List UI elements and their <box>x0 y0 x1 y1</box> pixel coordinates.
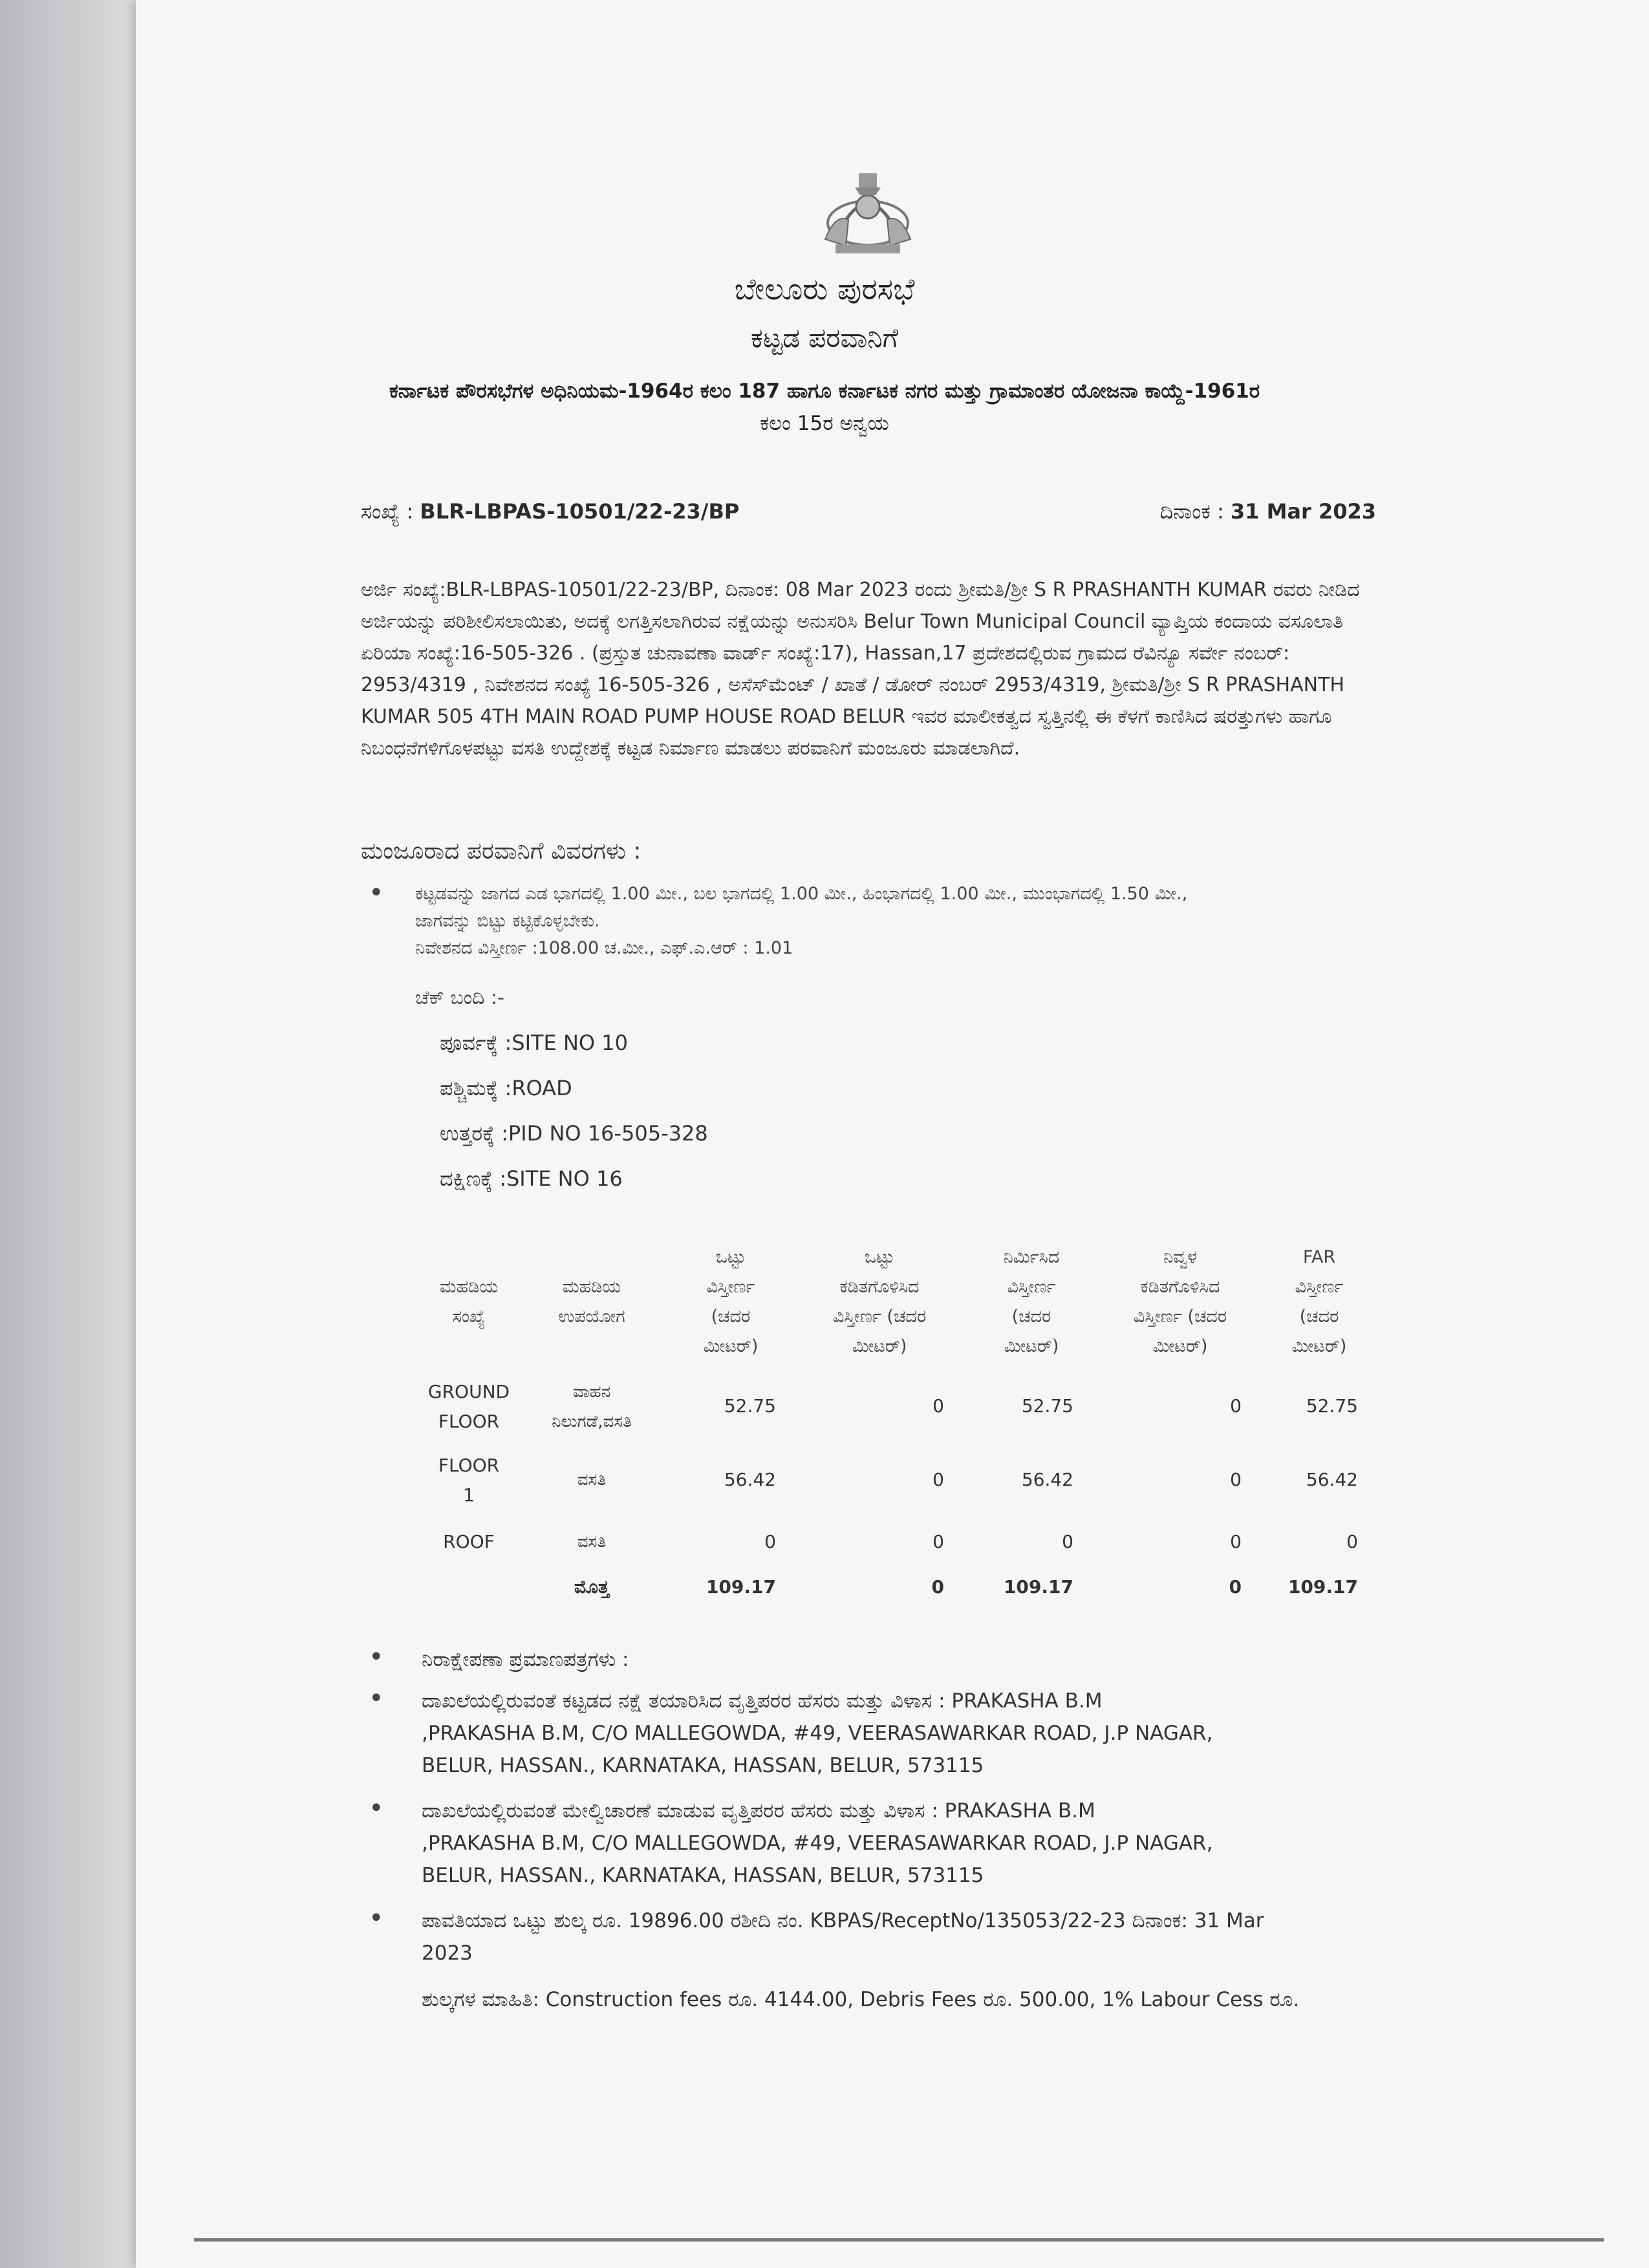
header-text: ಕಡಿತಗೊಳಿಸಿದ <box>839 1277 920 1297</box>
cell-total: 109.17 <box>706 1576 776 1598</box>
header-text: ಒಟ್ಟು <box>864 1247 895 1267</box>
reference-date-label: ದಿನಾಂಕ : <box>1159 499 1224 524</box>
noc-title: ನಿರಾಕ್ಷೇಪಣಾ ಪ್ರಮಾಣಪತ್ರಗಳು : <box>422 1648 629 1671</box>
approved-details-title: ಮಂಜೂರಾದ ಪರವಾನಿಗೆ ವಿವರಗಳು : <box>361 838 641 864</box>
cell-far: 56.42 <box>1306 1469 1358 1490</box>
cell-use: ವಸತಿ <box>577 1470 607 1490</box>
site-area-line: ನಿವೇಶನದ ವಿಸ್ತೀರ್ಣ :108.00 ಚ.ಮೀ., ಎಫ್.ಎ.ಆರ್ : 1.01 <box>415 938 793 958</box>
header-far-area <box>1274 1243 1364 1362</box>
header-text: ವಿಸ್ತೀರ್ಣ (ಚದರ <box>1133 1307 1227 1327</box>
cell-net-deducted: 0 <box>1230 1531 1242 1552</box>
header-text: ಮೀಟರ್) <box>703 1336 759 1356</box>
header-text: ಸಂಖ್ಯೆ <box>452 1307 486 1327</box>
cell-text: FLOOR <box>438 1411 500 1432</box>
designer-line: BELUR, HASSAN., KARNATAKA, HASSAN, BELUR, 573115 <box>422 1754 984 1777</box>
bullet-setbacks: • <box>369 878 384 908</box>
header-text: ವಿಸ್ತೀರ್ಣ (ಚದರ <box>832 1307 927 1327</box>
setback-line2: ಜಾಗವನ್ನು ಬಿಟ್ಟು ಕಟ್ಟಿಕೊಳ್ಳಬೇಕು. <box>415 911 600 931</box>
office-name: ಬೇಲೂರು ಪುರಸಭೆ <box>734 272 915 306</box>
header-text: (ಚದರ <box>711 1307 751 1327</box>
bullet-fee: • <box>369 1903 384 1933</box>
header-text: ನಿರ್ಮಿಸಿದ <box>1003 1247 1060 1267</box>
header-text: (ಚದರ <box>1011 1307 1051 1327</box>
cell-total: 56.42 <box>724 1469 776 1490</box>
cell-floor: ROOF <box>443 1531 495 1552</box>
cell-total-deducted: 0 <box>932 1395 944 1417</box>
boundary-east: ಪೂರ್ವಕ್ಕೆ :SITE NO 10 <box>440 1031 628 1055</box>
cell-floor <box>427 1451 511 1510</box>
act-reference-line2: ಕಲಂ 15ರ ಅನ್ವಯ <box>760 412 889 435</box>
header-text: ಮೀಟರ್) <box>1152 1336 1208 1356</box>
header-text: ಮೀಟರ್) <box>1291 1336 1347 1356</box>
boundaries-title: ಚೆಕ್ ಬಂದಿ :- <box>415 987 504 1009</box>
cell-built: 56.42 <box>1021 1469 1073 1490</box>
header-text: ಒಟ್ಟು <box>715 1247 746 1267</box>
fee-paid-line: ಪಾವತಿಯಾದ ಒಟ್ಟು ಶುಲ್ಕ ರೂ. 19896.00 ರಶೀದಿ ನಂ. KBPAS/ReceptNo/135053/22-23 ದಿನಾಂಕ: 31 Mar <box>422 1909 1264 1932</box>
header-text: FAR <box>1302 1247 1336 1267</box>
designer-line: ದಾಖಲೆಯಲ್ಲಿರುವಂತೆ ಕಟ್ಟಡದ ನಕ್ಷೆ ತಯಾರಿಸಿದ ವೃತ್ತಿಪರರ ಹೆಸರು ಮತ್ತು ವಿಳಾಸ : PRAKASHA B.M <box>422 1689 1103 1713</box>
document-type: ಕಟ್ಟಡ ಪರವಾನಿಗೆ <box>750 322 899 354</box>
cell-total: 0 <box>764 1531 776 1552</box>
header-total-deducted <box>808 1243 951 1362</box>
setback-conditions <box>415 881 1359 962</box>
designer-details <box>422 1685 1372 1782</box>
header-text: ನಿವ್ವಳ <box>1163 1247 1197 1267</box>
header-floor-use <box>537 1272 647 1332</box>
header-text: ವಿಸ್ತೀರ್ಣ <box>1295 1277 1344 1297</box>
boundary-north: ಉತ್ತರಕ್ಕೆ :PID NO 16-505-328 <box>440 1121 708 1146</box>
cell-text: FLOOR <box>438 1455 500 1476</box>
cell-text: GROUND <box>427 1381 510 1402</box>
header-text: ಉಪಯೋಗ <box>558 1307 625 1327</box>
cell-built: 52.75 <box>1021 1395 1073 1417</box>
header-text: ವಿಸ್ತೀರ್ಣ <box>1007 1277 1056 1297</box>
header-net-deducted <box>1106 1243 1255 1362</box>
cell-use <box>537 1377 647 1437</box>
setback-line1: ಕಟ್ಟಡವನ್ನು ಜಾಗದ ಎಡ ಭಾಗದಲ್ಲಿ 1.00 ಮೀ., ಬಲ ಭಾಗದಲ್ಲಿ 1.00 ಮೀ., ಹಿಂಭಾಗದಲ್ಲಿ 1.00 ಮೀ., ಮುಂಭಾಗದಲ್ಲಿ 1.50 ಮೀ., <box>415 884 1188 904</box>
reference-number-label: ಸಂಖ್ಯೆ : <box>361 499 414 524</box>
boundary-south: ದಕ್ಷಿಣಕ್ಕೆ :SITE NO 16 <box>440 1166 623 1191</box>
header-text: ಮಹಡಿಯ <box>439 1277 499 1297</box>
cell-text: ವಾಹನ <box>572 1382 611 1402</box>
header-text: ವಿಸ್ತೀರ್ಣ <box>706 1277 755 1297</box>
page-edge-line <box>194 2238 1604 2241</box>
cell-floor <box>427 1377 511 1437</box>
act-reference-line1: ಕರ್ನಾಟಕ ಪೌರಸಭೆಗಳ ಅಧಿನಿಯಮ-1964ರ ಕಲಂ 187 ಹಾಗೂ ಕರ್ನಾಟಕ ನಗರ ಮತ್ತು ಗ್ರಾಮಾಂತರ ಯೋಜನಾ ಕಾಯ್ದೆ-1961ರ <box>389 380 1260 403</box>
application-paragraph: ಅರ್ಜಿ ಸಂಖ್ಯೆ:BLR-LBPAS-10501/22-23/BP, ದಿನಾಂಕ: 08 Mar 2023 ರಂದು ಶ್ರೀಮತಿ/ಶ್ರೀ S R PRASHANTH KUMAR ರವರು ನೀಡಿದ ಅರ್ಜಿಯನ್ನು ಪರಿಶೀಲಿಸಲಾಯಿತು, ಅದಕ್ಕೆ ಲಗತ್ತಿಸಲಾಗಿರುವ ನಕ್ಷೆಯನ್ನು ಅನುಸರಿಸಿ Belur Town Municipal Council ವ್ಯಾಪ್ತಿಯ ಕಂದಾಯ ವಸೂಲಾತಿ ಏರಿಯಾ ಸಂಖ್ಯೆ:16-505-326 . (ಪ್ರಸ್ತುತ ಚುನಾವಣಾ ವಾರ್ಡ್ ಸಂಖ್ಯೆ:17), Hassan,17 ಪ್ರದೇಶದಲ್ಲಿರುವ ಗ್ರಾಮದ ರೆವಿನ್ಯೂ ಸರ್ವೇ ನಂಬರ್: 2953/4319 , ನಿವೇಶನದ ಸಂಖ್ಯೆ 16-505-326 , ಅಸೆಸ್‌ಮೆಂಟ್ / ಖಾತೆ / ಡೋರ್ ನಂಬರ್ 2953/4319, ಶ್ರೀಮತಿ/ಶ್ರೀ S R PRASHANTH KUMAR 505 4TH MAIN ROAD PUMP HOUSE ROAD BELUR ಇವರ ಮಾಲೀಕತ್ವದ ಸ್ವತ್ತಿನಲ್ಲಿ ಈ ಕೆಳಗೆ ಕಾಣಿಸಿದ ಷರತ್ತುಗಳು ಹಾಗೂ ನಿಬಂಧನೆಗಳಿಗೊಳಪಟ್ಟು ವಸತಿ ಉದ್ದೇಶಕ್ಕೆ ಕಟ್ಟಡ ನಿರ್ಮಾಣ ಮಾಡಲು ಪರವಾನಿಗೆ ಮಂಜೂರು ಮಾಡಲಾಗಿದೆ. <box>361 579 1360 760</box>
cell-total: 52.75 <box>724 1395 776 1417</box>
supervisor-line: BELUR, HASSAN., KARNATAKA, HASSAN, BELUR, 573115 <box>422 1864 984 1887</box>
cell-text: ನಿಲುಗಡೆ,ವಸತಿ <box>552 1412 632 1431</box>
cell-built: 109.17 <box>1003 1576 1073 1598</box>
supervisor-line: ,PRAKASHA B.M, C/O MALLEGOWDA, #49, VEERASAWARKAR ROAD, J.P NAGAR, <box>422 1832 1213 1855</box>
state-emblem-icon <box>816 162 920 259</box>
bullet-designer: • <box>369 1684 384 1713</box>
reference-number: BLR-LBPAS-10501/22-23/BP <box>420 499 740 524</box>
header-built-area <box>980 1243 1083 1362</box>
cell-text: 1 <box>463 1484 475 1506</box>
fee-paid-line: 2023 <box>422 1942 473 1965</box>
bullet-supervisor: • <box>369 1793 384 1823</box>
header-text: ಮಹಡಿಯ <box>562 1277 621 1297</box>
supervisor-line: ದಾಖಲೆಯಲ್ಲಿರುವಂತೆ ಮೇಲ್ವಿಚಾರಣೆ ಮಾಡುವ ವೃತ್ತಿಪರರ ಹೆಸರು ಮತ್ತು ವಿಳಾಸ : PRAKASHA B.M <box>422 1799 1095 1823</box>
boundary-west: ಪಶ್ಚಿಮಕ್ಕೆ :ROAD <box>440 1076 572 1100</box>
reference-date-block <box>1159 499 1376 524</box>
cell-built: 0 <box>1062 1531 1073 1552</box>
cell-net-deducted: 0 <box>1230 1395 1242 1417</box>
cell-net-deducted: 0 <box>1230 1469 1242 1490</box>
cell-far: 0 <box>1346 1531 1358 1552</box>
cell-use: ವಸತಿ <box>577 1532 607 1552</box>
bullet-noc: • <box>369 1642 384 1672</box>
cell-total-label: ಮೊತ್ತ <box>574 1576 610 1598</box>
reference-row <box>361 499 1376 524</box>
header-text: ಮೀಟರ್) <box>852 1336 907 1356</box>
designer-line: ,PRAKASHA B.M, C/O MALLEGOWDA, #49, VEERASAWARKAR ROAD, J.P NAGAR, <box>422 1722 1213 1745</box>
supervisor-details <box>422 1795 1372 1892</box>
cell-total-deducted: 0 <box>932 1531 944 1552</box>
reference-date: 31 Mar 2023 <box>1230 499 1376 524</box>
header-text: ಮೀಟರ್) <box>1004 1336 1059 1356</box>
fee-paid <box>422 1905 1372 1969</box>
header-text: (ಚದರ <box>1299 1307 1339 1327</box>
header-floor-number <box>427 1272 511 1332</box>
cell-far: 52.75 <box>1306 1395 1358 1417</box>
act-reference <box>0 375 1649 440</box>
cell-total-deducted: 0 <box>932 1469 944 1490</box>
cell-net-deducted: 0 <box>1229 1576 1242 1598</box>
fee-details: ಶುಲ್ಕಗಳ ಮಾಹಿತಿ: Construction fees ರೂ. 4144.00, Debris Fees ರೂ. 500.00, 1% Labour Cess ರೂ. <box>422 1988 1300 2011</box>
header-text: ಕಡಿತಗೊಳಿಸಿದ <box>1140 1277 1220 1297</box>
cell-far: 109.17 <box>1288 1576 1358 1598</box>
cell-total-deducted: 0 <box>931 1576 944 1598</box>
header-total-area <box>685 1243 776 1362</box>
